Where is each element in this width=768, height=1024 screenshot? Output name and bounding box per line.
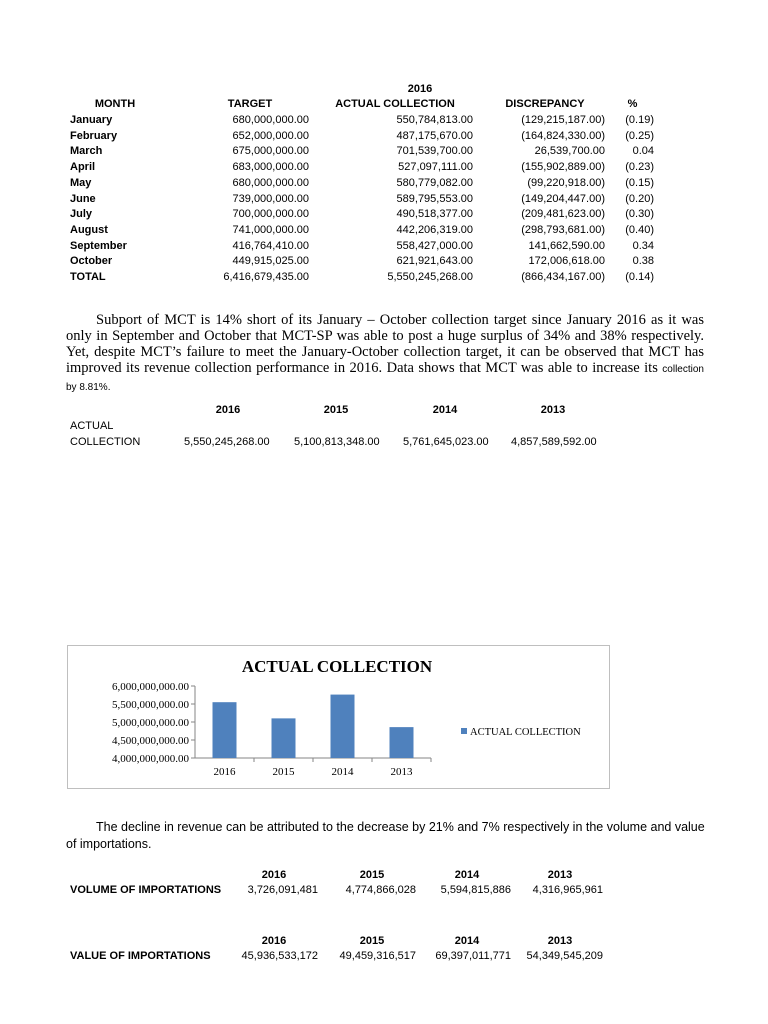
table-cell: 172,006,618.00: [528, 255, 605, 268]
row-label: September: [70, 239, 127, 252]
row-label: TOTAL: [70, 271, 106, 283]
table-cell: 5,550,245,268.00: [387, 271, 473, 283]
row-label: COLLECTION: [70, 436, 141, 448]
table-cell: (0.30): [625, 208, 654, 221]
table-cell: (0.15): [625, 176, 654, 189]
bar: [213, 702, 237, 758]
row-label: October: [70, 255, 113, 268]
table-cell: 4,774,866,028: [345, 884, 416, 896]
x-tick-label: 2015: [272, 766, 295, 778]
year-header: 2013: [547, 935, 573, 947]
year-header: 2016: [261, 935, 287, 947]
table-cell: (209,481,623.00): [521, 208, 605, 221]
row-label: May: [70, 176, 92, 189]
table-cell: 5,761,645,023.00: [403, 436, 489, 448]
paragraph-decline-text: The decline in revenue can be attributed to the decrease by 21% and 7% respectively in the volume and value of importations.: [66, 820, 705, 851]
paragraph-decline: [66, 819, 706, 853]
row-label: February: [70, 129, 118, 142]
paragraph-collection-summary: [66, 312, 704, 396]
column-header: TARGET: [227, 98, 273, 110]
table-cell: (298,793,681.00): [521, 223, 605, 236]
row-label: January: [70, 114, 113, 126]
table-cell: (129,215,187.00): [521, 114, 605, 126]
table-cell: (149,204,447.00): [521, 192, 605, 205]
actual-collection-chart: [67, 645, 610, 789]
year-header: 2014: [454, 935, 480, 947]
y-tick-label: 6,000,000,000.00: [112, 681, 189, 693]
bar: [331, 695, 355, 758]
column-header: %: [627, 98, 638, 110]
x-tick-label: 2013: [390, 766, 413, 778]
row-label: March: [70, 145, 103, 158]
table-cell: 550,784,813.00: [396, 114, 473, 126]
table-cell: 449,915,025.00: [232, 255, 309, 268]
row-label: August: [70, 223, 108, 236]
table-cell: 141,662,590.00: [528, 239, 605, 252]
paragraph-tail-text: collection by 8.81%.: [66, 364, 704, 393]
chart-title: ACTUAL COLLECTION: [241, 657, 433, 676]
table-cell: 741,000,000.00: [232, 223, 309, 236]
table-cell: 487,175,670.00: [396, 129, 473, 142]
table-cell: (0.19): [625, 114, 654, 126]
row-label: ACTUAL: [70, 420, 114, 432]
column-header: ACTUAL COLLECTION: [335, 98, 455, 110]
table-cell: 26,539,700.00: [534, 145, 605, 158]
table-cell: 0.34: [632, 239, 654, 252]
legend-label: ACTUAL COLLECTION: [470, 727, 581, 738]
table-cell: 5,594,815,886: [440, 884, 511, 896]
table-cell: 69,397,011,771: [435, 950, 511, 962]
table-cell: (0.14): [625, 271, 654, 283]
chart-canvas: [68, 646, 609, 788]
row-label: VALUE OF IMPORTATIONS: [70, 950, 211, 962]
x-tick-label: 2014: [331, 766, 354, 778]
y-tick-label: 5,000,000,000.00: [112, 717, 189, 729]
table-cell: 701,539,700.00: [396, 145, 473, 158]
year-header: 2013: [540, 404, 566, 416]
year-header: 2014: [454, 869, 480, 881]
column-header: MONTH: [94, 98, 136, 110]
table-cell: 490,518,377.00: [396, 208, 473, 221]
table-cell: (155,902,889.00): [521, 161, 605, 174]
year-header: 2016: [215, 404, 241, 416]
table-cell: (99,220,918.00): [527, 176, 605, 189]
table-cell: 652,000,000.00: [232, 129, 309, 142]
table-cell: 416,764,410.00: [232, 239, 309, 252]
column-header: DISCREPANCY: [505, 98, 585, 110]
legend-swatch: [461, 728, 467, 734]
table-cell: 0.38: [632, 255, 654, 268]
table-cell: 675,000,000.00: [232, 145, 309, 158]
table-cell: (0.20): [625, 192, 654, 205]
year-header: 2013: [547, 869, 573, 881]
row-label: April: [70, 161, 96, 174]
table-cell: (164,824,330.00): [521, 129, 605, 142]
table-cell: 580,779,082.00: [396, 176, 473, 189]
year-header: 2016: [261, 869, 287, 881]
year-header: 2015: [359, 935, 385, 947]
table-cell: 45,936,533,172: [241, 950, 318, 962]
table-cell: (0.40): [625, 223, 654, 236]
table-cell: (0.25): [625, 129, 654, 142]
table-cell: 621,921,643.00: [396, 255, 473, 268]
row-label: June: [70, 192, 96, 205]
table-cell: 680,000,000.00: [232, 114, 309, 126]
bar: [390, 727, 414, 758]
bar: [272, 718, 296, 758]
table-cell: 6,416,679,435.00: [223, 271, 309, 283]
table-cell: 0.04: [632, 145, 654, 158]
x-tick-label: 2016: [213, 766, 236, 778]
table-cell: 683,000,000.00: [232, 161, 309, 174]
table-cell: (0.23): [625, 161, 654, 174]
table-cell: 54,349,545,209: [526, 950, 603, 962]
table-cell: 680,000,000.00: [232, 176, 309, 189]
table-cell: 442,206,319.00: [396, 223, 473, 236]
paragraph-main-text: Subport of MCT is 14% short of its January – October collection target since January 2016 as it was only in September and October that MCT-SP was able to post a huge surplus of 34% and 38% respectively. Yet, despite MCT’s failure to meet the January-October collection target, it can be observed that MCT has improved its revenue collection performance in 2016. Data shows that MCT was able to increase its: [66, 312, 704, 376]
table-cell: 589,795,553.00: [396, 192, 473, 205]
table-cell: 5,550,245,268.00: [184, 436, 270, 448]
y-tick-label: 5,500,000,000.00: [112, 699, 189, 711]
table-cell: 4,857,589,592.00: [511, 436, 597, 448]
table-cell: 558,427,000.00: [396, 239, 473, 252]
table-cell: 527,097,111.00: [398, 161, 473, 174]
year-header: 2015: [359, 869, 385, 881]
table-cell: 700,000,000.00: [232, 208, 309, 221]
table-cell: 5,100,813,348.00: [294, 436, 380, 448]
y-tick-label: 4,000,000,000.00: [112, 753, 189, 765]
table-cell: 4,316,965,961: [532, 884, 603, 896]
table-year-header: 2016: [407, 83, 433, 95]
table-cell: 739,000,000.00: [232, 192, 309, 205]
year-header: 2014: [432, 404, 458, 416]
row-label: VOLUME OF IMPORTATIONS: [70, 884, 222, 896]
row-label: July: [70, 208, 93, 221]
year-header: 2015: [323, 404, 349, 416]
y-tick-label: 4,500,000,000.00: [112, 735, 189, 747]
table-cell: 49,459,316,517: [339, 950, 416, 962]
table-cell: (866,434,167.00): [521, 271, 605, 283]
table-cell: 3,726,091,481: [247, 884, 318, 896]
